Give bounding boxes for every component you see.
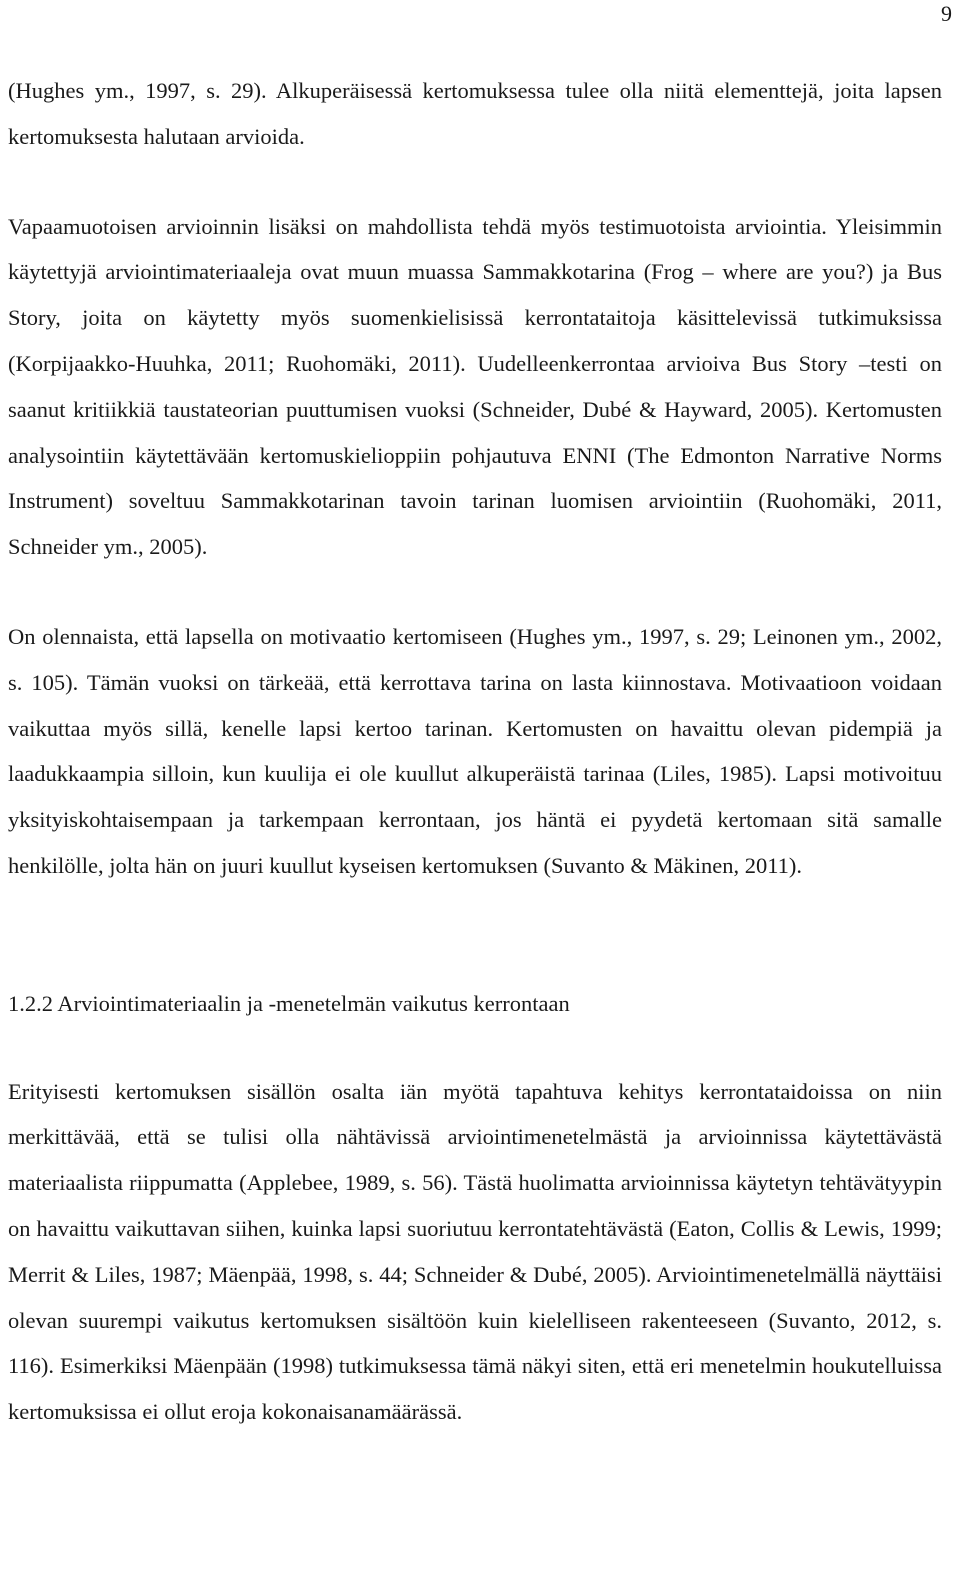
section-heading: 1.2.2 Arviointimateriaalin ja -menetelmän vaikutus kerrontaan [8, 990, 570, 1016]
paragraph-4: Erityisesti kertomuksen sisällön osalta iän myötä tapahtuva kehitys kerrontataidoissa on niin merkittävää, että se tulisi olla nähtävissä arviointimenetelmästä ja arvioinnissa käytettävästä materiaalista riippumatta (Applebee, 1989, s. 56). Tästä huolimatta arvioinnissa käytetyn tehtävätyypin on havaittu vaikuttavan siihen, kuinka lapsi suoriutuu kerrontatehtävästä (Eaton, Collis & Lewis, 1999; Merrit & Liles, 1987; Mäenpää, 1998, s. 44; Schneider & Dubé, 2005). Arviointimenetelmällä näyttäisi olevan suurempi vaikutus kertomuksen sisältöön kuin kielelliseen rakenteeseen (Suvanto, 2012, s. 116). Esimerkiksi Mäenpään (1998) tutkimuksessa tämä näkyi siten, että eri menetelmin houkutelluissa kertomuksissa ei ollut eroja kokonaisanamäärässä. [8, 1078, 942, 1425]
document-body [8, 68, 942, 1435]
paragraph-2: Vapaamuotoisen arvioinnin lisäksi on mahdollista tehdä myös testimuotoista arviointia. Yleisimmin käytettyjä arviointimateriaaleja ovat muun muassa Sammakkotarina (Frog – where are you?) ja Bus Story, joita on käytetty myös suomenkielisissä kerrontataitoja käsittelevissä tutkimuksissa (Korpijaakko-Huuhka, 2011; Ruohomäki, 2011). Uudelleenkerrontaa arvioiva Bus Story –testi on saanut kritiikkiä taustateorian puuttumisen vuoksi (Schneider, Dubé & Hayward, 2005). Kertomusten analysointiin käytettävään kertomuskielioppiin pohjautuva ENNI (The Edmonton Narrative Norms Instrument) soveltuu Sammakkotarinan tavoin tarinan luomisen arviointiin (Ruohomäki, 2011, Schneider ym., 2005). [8, 213, 942, 560]
paragraph-1: (Hughes ym., 1997, s. 29). Alkuperäisessä kertomuksessa tulee olla niitä elementtejä, joita lapsen kertomuksesta halutaan arvioida. [8, 78, 942, 149]
paragraph-3: On olennaista, että lapsella on motivaatio kertomiseen (Hughes ym., 1997, s. 29; Leinonen ym., 2002, s. 105). Tämän vuoksi on tärkeää, että kerrottava tarina on lasta kiinnostava. Motivaatioon voidaan vaikuttaa myös sillä, kenelle lapsi kertoo tarinan. Kertomusten on havaittu olevan pidempiä ja laadukkaampia silloin, kun kuulija ei ole kuullut alkuperäistä tarinaa (Liles, 1985). Lapsi motivoituu yksityiskohtaisempaan ja tarkempaan kerrontaan, jos häntä ei pyydetä kertomaan sitä samalle henkilölle, jolta hän on juuri kuullut kyseisen kertomuksen (Suvanto & Mäkinen, 2011). [8, 623, 942, 878]
page-number: 9 [941, 1, 952, 26]
